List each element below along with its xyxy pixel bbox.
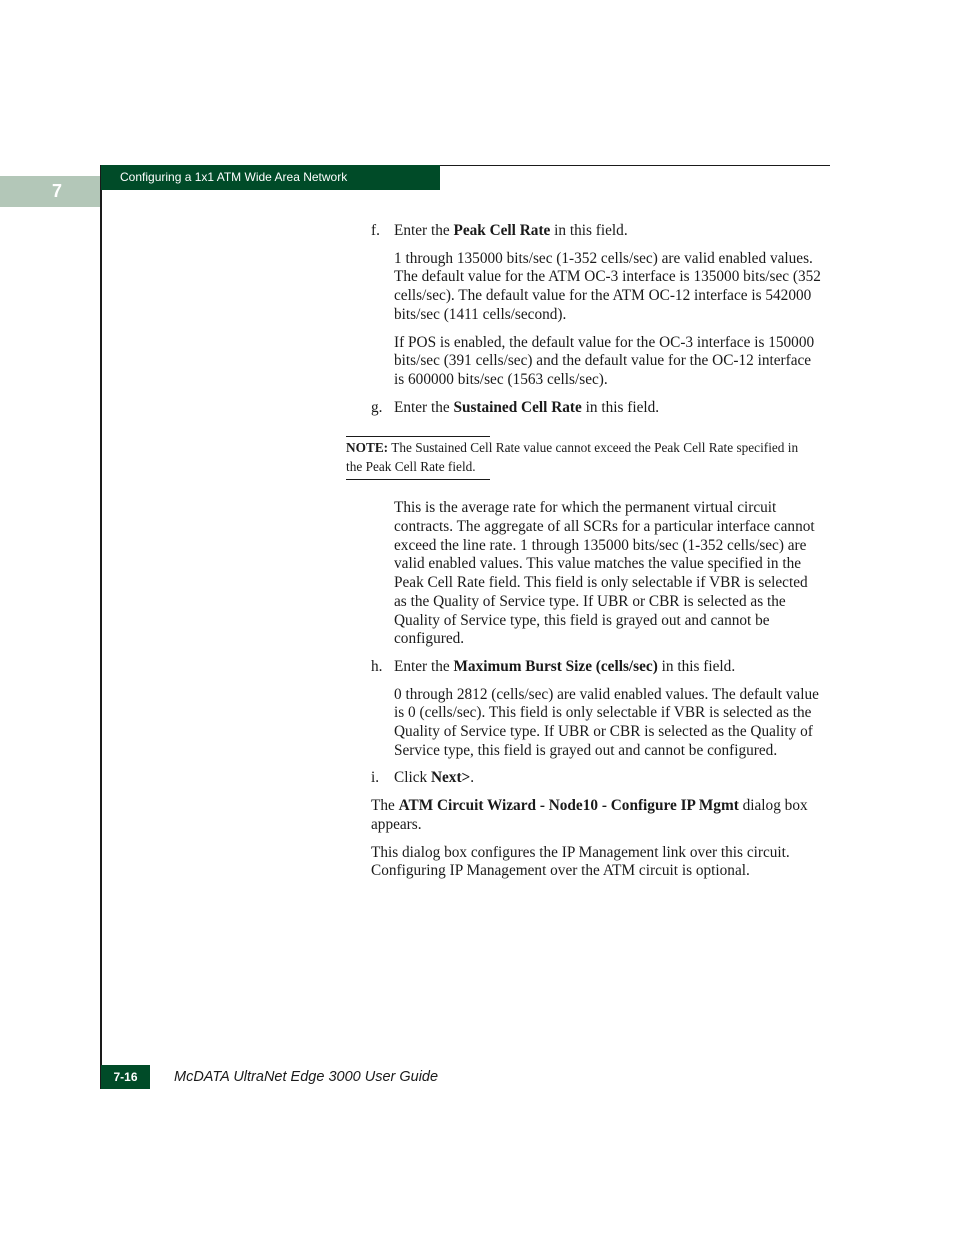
- margin-rule: [100, 165, 102, 1089]
- field-name: Maximum Burst Size (cells/sec): [453, 657, 658, 675]
- note-rule: [346, 479, 490, 480]
- note-rule: [346, 436, 490, 437]
- note-box: [346, 436, 806, 480]
- step-f: [371, 222, 823, 241]
- step-marker: g.: [371, 398, 383, 416]
- paragraph: [371, 797, 823, 834]
- book-title: McDATA UltraNet Edge 3000 User Guide: [174, 1069, 439, 1085]
- page-body: [346, 222, 823, 890]
- paragraph: This dialog box configures the IP Management link over this circuit. Configuring IP Management over the ATM circuit is optional.: [371, 843, 790, 880]
- dialog-name: ATM Circuit Wizard - Node10 - Configure IP Mgmt: [398, 797, 739, 815]
- step-marker: f.: [371, 222, 380, 239]
- page-number: 7-16: [101, 1065, 150, 1089]
- step-marker: h.: [371, 657, 383, 675]
- step-marker: i.: [371, 769, 380, 787]
- step-i: [371, 769, 823, 788]
- paragraph: If POS is enabled, the default value for the OC-3 interface is 150000 bits/sec (391 cells/sec) and the default value for the OC-12 interface is 600000 bits/sec (1563 cells/sec).: [394, 333, 815, 388]
- step-text: Enter the: [394, 222, 454, 239]
- step-text: .: [470, 769, 475, 787]
- step-text: Click: [394, 769, 431, 787]
- step-text: in this field.: [657, 657, 736, 675]
- paragraph: 0 through 2812 (cells/sec) are valid enabled values. The default value is 0 (cells/sec). This field is only selectable if VBR is selected as the Quality of Service type. If UBR or CBR is selected as the Quality of Service type, this field is grayed out and cannot be configured.: [394, 685, 819, 759]
- step-text: in this field.: [581, 398, 660, 416]
- running-header: Configuring a 1x1 ATM Wide Area Network: [101, 165, 440, 190]
- paragraph-text: The: [371, 797, 399, 815]
- step-g: [371, 399, 823, 418]
- field-name: Sustained Cell Rate: [453, 398, 582, 416]
- chapter-tab: 7: [0, 176, 101, 207]
- step-text: in this field.: [550, 222, 628, 239]
- note-label: NOTE:: [346, 440, 389, 456]
- step-text: Enter the: [394, 657, 454, 675]
- paragraph-text: dialog box appears.: [371, 797, 808, 833]
- button-name: Next>: [430, 769, 471, 787]
- paragraph: This is the average rate for which the permanent virtual circuit contracts. The aggregate of all SCRs for a particular interface cannot exceed the line rate. 1 through 135000 bits/sec (1-352 cells/sec) are valid enabled values. This value matches the value specified in the Peak Cell Rate field. This field is only selectable if VBR is selected as the Quality of Service type. If UBR or CBR is selected as the Quality of Service type, this field is grayed out and cannot be configured.: [394, 499, 815, 648]
- note-text: The Sustained Cell Rate value cannot exceed the Peak Cell Rate specified in the Peak Cell Rate field.: [346, 440, 799, 474]
- step-h: [371, 658, 823, 677]
- field-name: Peak Cell Rate: [453, 222, 551, 239]
- step-text: Enter the: [394, 398, 454, 416]
- paragraph: 1 through 135000 bits/sec (1-352 cells/sec) are valid enabled values. The default value for the ATM OC-3 interface is 135000 bits/sec (352 cells/sec). The default value for the ATM OC-12 interface is 542000 bits/sec (1411 cells/second).: [394, 249, 821, 323]
